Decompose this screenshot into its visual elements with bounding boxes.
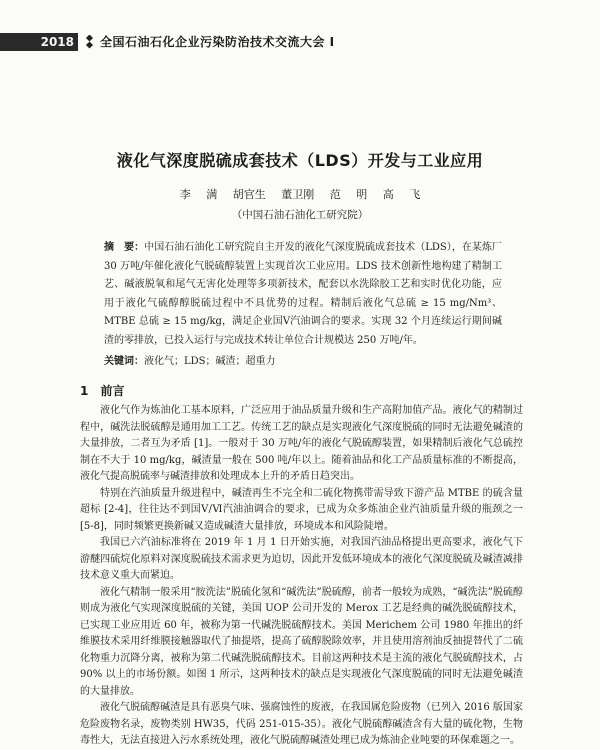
author: 胡官生 [232,188,266,201]
author: 高 飞 [382,188,421,201]
affiliation: （中国石油石油化工研究院） [231,209,369,221]
section-number: 1 [80,384,89,398]
abstract-label: 摘 要： [104,242,145,253]
keywords [104,354,502,370]
abstract-text: 中国石油石油化工研究院自主开发的液化气深度脱硫成套技术（LDS），在某炼厂 30 万吨/年催化液化气脱硫醇装置上实现首次工业应用。LDS 技术创新性地构建了精制工艺、碱液脱氧和尾气无害化处理等多项新技术，配套以水洗除胶工艺和实时优化功能，应用于液化气硫醇醇脱硫过程中不具优势的过程。精制后液化气总硫 ≥ 15 mg/Nm³、MTBE 总硫 ≥ 15 mg/kg，满足企业国Ⅴ汽油调合的要求。实现 32 个月连续运行期间碱渣的零排放，已投入运行与完成技术转让单位合计规模达 250 万吨/年。 [104,242,502,346]
paragraph: 液化气作为炼油化工基本原料，广泛应用于油品质量升级和生产高附加值产品。液化气的精制过程中，碱洗法脱硫醇是通用加工工艺。传统工艺的缺点是实现液化气深度脱硫的同时无法避免碱渣的大量排放，二者互为矛盾 [1]。一般对于 30 万吨/年的液化气脱硫醇装置，如果精制后液化气总硫控制在不大于 10 mg/kg，碱渣量一般在 500 吨/年以上。随着油品和化工产品质量标准的不断提高，液化气提高脱硫率与碱渣排放和处理成本上升的矛盾日趋突出。 [80,405,523,482]
page-header [0,0,600,49]
abstract [104,239,502,350]
diamond-ornament-icon [83,35,97,49]
author-list [0,186,600,202]
paper-title: 液化气深度脱硫成套技术（LDS）开发与工业应用 [116,151,484,170]
year-block: 2018 [0,33,78,51]
paragraph: 特别在汽油质量升级进程中，碱渣再生不完全和二硫化物携带需导致下游产品 MTBE 的硫含量超标 [2-4]，往往达不到国Ⅴ/Ⅵ汽油油调合的要求，已成为众多炼油企业汽油质量升级的瓶颈之一 [5-8]，同时频繁更换新碱又造成碱渣大量排放，环境成本和风险陡增。 [80,487,523,532]
paragraph: 液化气精制一般采用“胺洗法”脱硫化氢和“碱洗法”脱硫醇，前者一般较为成熟，“碱洗法”脱硫醇则成为液化气实现深度脱硫的关键，美国 UOP 公司开发的 Merox 工艺是经典的碱洗脱硫醇技术，已实现工业应用近 60 年，被称为第一代碱洗脱硫醇技术。美国 Merichem 公司 1980 年推出的纤维膜技术采用纤维膜接触器取代了抽提塔，提高了硫醇脱除效率，并且使用溶剂油反抽提替代了二硫化物重力沉降分离，被称为第二代碱洗脱硫醇技术。目前这两种技术是主流的液化气脱硫醇技术，占 90% 以上的市场份额。如图 1 所示，这两种技术的缺点是实现液化气深度脱硫的同时无法避免碱渣的大量排放。 [80,586,523,697]
paragraph: 我国已六汽油标准将在 2019 年 1 月 1 日开始实施，对我国汽油品格提出更高要求，液化气下游醚四硫烷化原料对深度脱硫技术需求更为迫切，因此开发低环境成本的液化气深度脱硫及碱渣减排技术意义重大而紧迫。 [80,537,523,581]
author: 范 明 [329,188,368,201]
section-title: 前言 [100,384,125,398]
paragraph: 液化气脱硫醇碱渣是具有恶臭气味、强腐蚀性的废液，在我国属危险废物（已列入 2016 版国家危险废物名录，废物类别 HW35，代码 251-015-35）。液化气脱硫醇碱渣含有大量的硫化物，生物毒性大，无法直接进入污水系统处理，液化气脱硫醇碱渣处理已成为炼油企业吨要的环保难题之一。 [80,702,523,746]
keywords-text: 液化气；LDS；碱渣；超重力 [144,356,276,367]
keywords-label: 关键词： [104,356,144,367]
section-body [80,403,523,750]
author: 董卫刚 [281,188,315,201]
conference-title: 全国石油石化企业污染防治技术交流大会 Ⅰ [100,35,335,49]
author: 李 满 [179,188,218,201]
section-heading [80,382,125,399]
